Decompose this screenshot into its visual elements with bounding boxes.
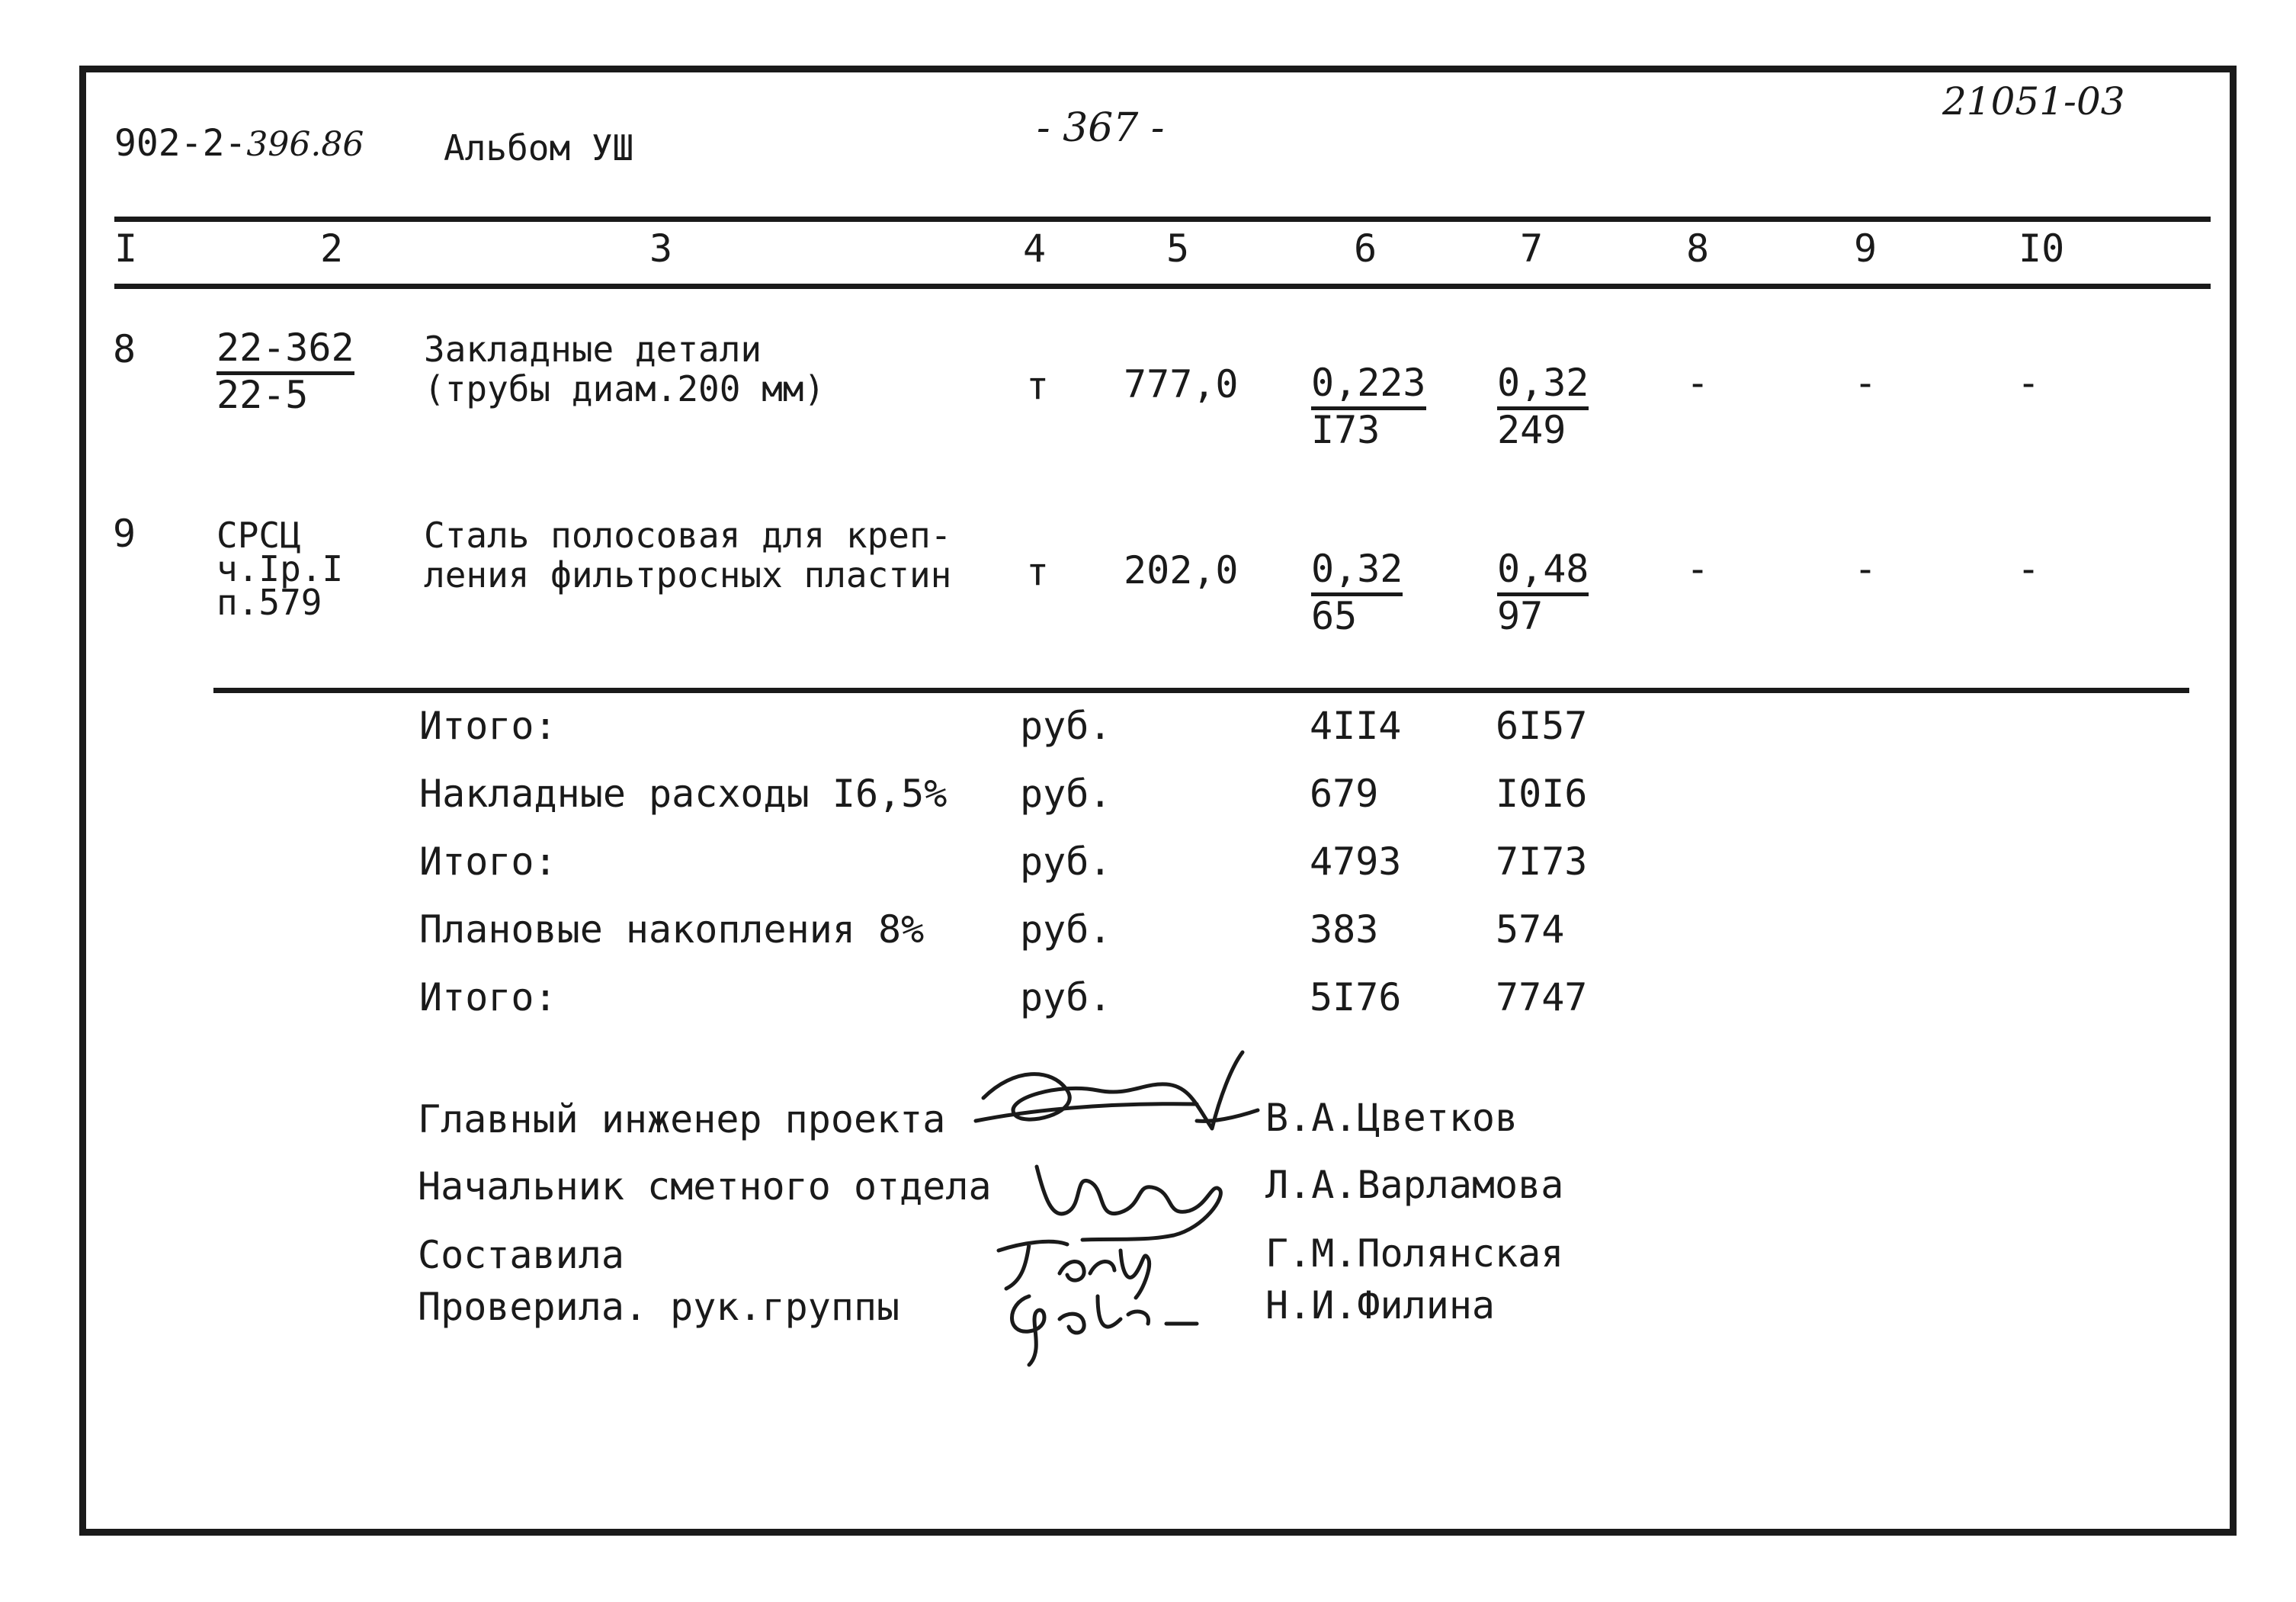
totals-col6: 4793 bbox=[1310, 840, 1402, 884]
row-col7 bbox=[1497, 361, 1589, 451]
totals-unit: руб. bbox=[1020, 704, 1112, 748]
signature-name: Н.И.Филина bbox=[1265, 1283, 1496, 1328]
column-header-2: 2 bbox=[320, 226, 344, 271]
signature-name: В.А.Цветков bbox=[1265, 1096, 1518, 1140]
column-header-4: 4 bbox=[1023, 226, 1047, 271]
row-col7 bbox=[1497, 547, 1589, 637]
header-rule-top bbox=[114, 217, 2211, 222]
row-col10: - bbox=[2017, 547, 2041, 591]
handwritten-signature-4 bbox=[999, 1281, 1212, 1372]
totals-col7: 574 bbox=[1496, 907, 1565, 952]
column-header-3: 3 bbox=[649, 226, 673, 271]
row-name-line-1: Закладные детали bbox=[424, 329, 762, 370]
totals-label: Итого: bbox=[419, 975, 557, 1019]
totals-rule bbox=[213, 688, 2189, 693]
totals-col7: 6I57 bbox=[1496, 704, 1588, 748]
row-col7-bottom: 97 bbox=[1497, 594, 1544, 638]
column-header-10: I0 bbox=[2019, 226, 2065, 271]
signature-role: Главный инженер проекта bbox=[418, 1097, 946, 1141]
totals-unit: руб. bbox=[1020, 907, 1112, 952]
totals-col6: 383 bbox=[1310, 907, 1379, 952]
column-header-8: 8 bbox=[1686, 226, 1710, 271]
totals-label: Итого: bbox=[419, 840, 557, 884]
signature-name: Л.А.Варламова bbox=[1265, 1163, 1564, 1207]
row-name-line-1: Сталь полосовая для креп- bbox=[424, 515, 952, 556]
page-number: - 367 - bbox=[1037, 105, 1165, 151]
row-col8: - bbox=[1686, 547, 1710, 591]
row-col6-top: 0,223 bbox=[1311, 361, 1426, 410]
row-code-line-2: ч.Iр.I bbox=[216, 548, 344, 589]
row-unit: т bbox=[1026, 550, 1050, 594]
row-col9: - bbox=[1854, 361, 1878, 405]
row-quantity: 202,0 bbox=[1124, 548, 1239, 592]
row-number: 9 bbox=[113, 512, 136, 556]
totals-label: Накладные расходы I6,5% bbox=[419, 772, 948, 816]
row-code-top: 22-362 bbox=[216, 326, 354, 375]
signature-role: Составила bbox=[418, 1233, 624, 1277]
row-code bbox=[216, 326, 354, 416]
totals-col7: 7747 bbox=[1496, 975, 1588, 1019]
row-col6-top: 0,32 bbox=[1311, 547, 1403, 596]
totals-col6: 5I76 bbox=[1310, 975, 1402, 1019]
row-col6 bbox=[1311, 361, 1426, 451]
signature-role: Проверила. рук.группы bbox=[418, 1285, 900, 1329]
row-col8: - bbox=[1686, 361, 1710, 405]
totals-col7: I0I6 bbox=[1496, 772, 1588, 816]
row-col6-bottom: I73 bbox=[1311, 408, 1380, 452]
totals-col6: 679 bbox=[1310, 772, 1379, 816]
row-code-line-3: п.579 bbox=[216, 582, 322, 623]
row-col6 bbox=[1311, 547, 1403, 637]
totals-unit: руб. bbox=[1020, 772, 1112, 816]
column-header-9: 9 bbox=[1854, 226, 1878, 271]
column-header-7: 7 bbox=[1520, 226, 1544, 271]
totals-col6: 4II4 bbox=[1310, 704, 1402, 748]
document-code: 21051-03 bbox=[1942, 79, 2125, 124]
row-code-line-1: СРСЦ bbox=[216, 515, 301, 556]
row-code-bottom: 22-5 bbox=[216, 373, 309, 417]
signature-role: Начальник сметного отдела bbox=[418, 1164, 992, 1209]
row-name-line-2: (трубы диам.200 мм) bbox=[424, 368, 826, 409]
album-title: Альбом УШ bbox=[444, 127, 634, 169]
row-col7-bottom: 249 bbox=[1497, 408, 1566, 452]
column-header-6: 6 bbox=[1354, 226, 1377, 271]
row-col10: - bbox=[2017, 361, 2041, 405]
row-name bbox=[424, 329, 825, 409]
totals-unit: руб. bbox=[1020, 975, 1112, 1019]
row-col9: - bbox=[1854, 547, 1878, 591]
row-col7-top: 0,32 bbox=[1497, 361, 1589, 410]
column-header-1: I bbox=[114, 226, 138, 271]
signature-name: Г.М.Полянская bbox=[1265, 1231, 1564, 1276]
totals-unit: руб. bbox=[1020, 840, 1112, 884]
totals-label: Итого: bbox=[419, 704, 557, 748]
column-header-5: 5 bbox=[1166, 226, 1190, 271]
series-handwritten: 396.86 bbox=[246, 125, 364, 164]
row-unit: т bbox=[1026, 364, 1050, 408]
row-col7-top: 0,48 bbox=[1497, 547, 1589, 596]
row-name-line-2: ления фильтросных пластин bbox=[424, 554, 952, 596]
row-name bbox=[424, 515, 951, 595]
row-number: 8 bbox=[113, 327, 136, 371]
totals-label: Плановые накопления 8% bbox=[419, 907, 925, 952]
series-printed: 902-2- bbox=[114, 122, 247, 165]
series-number bbox=[114, 124, 364, 165]
row-code bbox=[216, 515, 344, 623]
row-col6-bottom: 65 bbox=[1311, 594, 1358, 638]
row-quantity: 777,0 bbox=[1124, 362, 1239, 406]
header-rule-bottom bbox=[114, 284, 2211, 289]
totals-col7: 7I73 bbox=[1496, 840, 1588, 884]
